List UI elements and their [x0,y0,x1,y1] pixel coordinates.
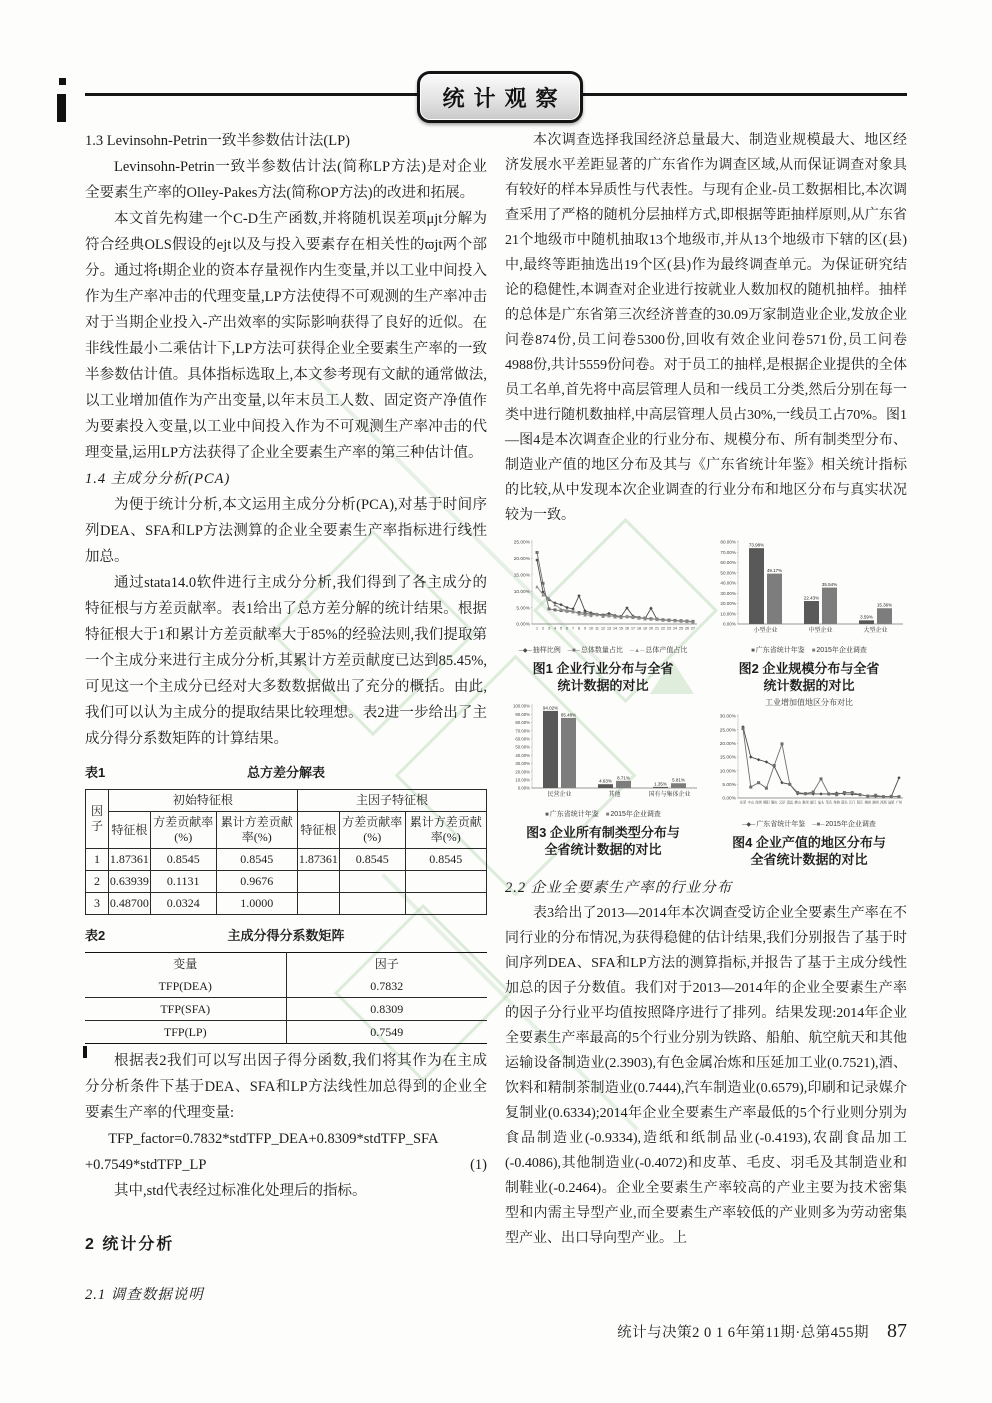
legend-item [519,646,561,656]
svg-text:3: 3 [548,626,550,631]
std-note: 其中,std代表经过标准化处理后的指标。 [114,1183,367,1199]
figure-2-chart [711,534,907,646]
table-cell: 0.8545 [339,849,405,871]
legend-item [751,646,805,656]
svg-text:20.00%: 20.00% [513,557,530,563]
svg-text:73.98%: 73.98% [748,542,765,548]
svg-text:30.00%: 30.00% [720,590,736,596]
svg-text:肇庆: 肇庆 [771,800,778,805]
table-2 [85,952,487,1044]
svg-text:0.00%: 0.00% [516,622,530,628]
svg-text:17: 17 [631,626,635,631]
svg-text:25.00%: 25.00% [719,728,736,734]
table-cell: 0.8309 [286,998,487,1021]
legend-label: 广东省统计年鉴 [756,821,806,828]
svg-text:15.36%: 15.36% [876,602,893,608]
formula-line-1: TFP_factor=0.7832*stdTFP_DEA+0.8309*stdTFP_SFA [108,1131,439,1147]
svg-text:4: 4 [554,626,556,631]
svg-text:30.00%: 30.00% [719,714,736,720]
svg-text:100.00%: 100.00% [513,703,530,709]
line-marker-icon: ─◆─ [518,648,532,654]
journal-info: 统计与决策2 0 1 6年第11期·总第455期 [617,1325,869,1341]
legend-label: 广东省统计年鉴 [755,647,805,654]
line-marker-icon: ─◆─ [742,822,756,828]
svg-text:大型企业: 大型企业 [863,628,888,634]
svg-text:24: 24 [673,626,677,631]
svg-text:8: 8 [578,626,580,631]
table-cell: 0.8545 [150,849,216,871]
svg-text:茂名: 茂名 [825,800,832,805]
svg-text:50.00%: 50.00% [720,570,736,576]
table-row [85,998,487,1021]
svg-text:10.00%: 10.00% [719,769,736,775]
svg-text:15: 15 [619,626,623,631]
svg-text:22: 22 [661,626,665,631]
table-cell: 0.8545 [216,849,297,871]
formula-line-2: +0.7549*stdTFP_LP [85,1157,207,1173]
section-1-4-body [85,492,487,752]
svg-text:清远: 清远 [786,800,793,805]
line-marker-icon: ─▲─ [629,648,645,654]
svg-text:民营企业: 民营企业 [547,792,572,798]
svg-text:60.00%: 60.00% [720,560,736,566]
section-1-3-body [85,154,487,466]
svg-text:9: 9 [584,626,586,631]
svg-text:江门: 江门 [849,800,856,805]
svg-text:50.00%: 50.00% [515,744,530,750]
svg-text:30.00%: 30.00% [515,761,530,767]
table-cell: 0.7549 [370,1024,404,1039]
svg-text:1: 1 [536,626,538,631]
svg-text:深圳: 深圳 [755,800,762,805]
svg-text:11: 11 [595,626,599,631]
svg-text:5.00%: 5.00% [722,783,736,789]
svg-text:揭阳: 揭阳 [763,800,770,805]
svg-text:80.00%: 80.00% [515,720,530,726]
svg-text:60.00%: 60.00% [515,736,530,742]
table-cell: 1.87361 [108,849,150,871]
figure-4-caption: 图4 企业产值的地区分布与 全省统计数据的对比 [732,835,886,867]
svg-text:东莞: 东莞 [739,800,747,805]
legend-item [630,646,687,656]
svg-text:27: 27 [691,626,695,631]
svg-text:10.00%: 10.00% [515,777,530,783]
table-cell: 0.63939 [108,871,150,893]
paragraph: 为便于统计分析,本文运用主成分分析(PCA),对基于时间序列DEA、SFA和LP方法测算的企业全要素生产率指标进行线性加总。 [85,497,487,565]
svg-text:26: 26 [685,626,689,631]
section-2-1-heading: 2.1 调查数据说明 [85,1287,204,1303]
scan-artifact [83,1046,87,1058]
table-row [85,1021,487,1044]
svg-text:35.54%: 35.54% [821,581,838,587]
table-row [86,893,487,915]
legend-label: 总体产值占比 [645,647,688,654]
legend-item [545,810,599,820]
svg-text:2: 2 [542,626,544,631]
legend-label: 2015年企业调查 [610,811,661,818]
svg-text:珠海: 珠海 [833,800,840,805]
figure-4-chart [711,708,907,820]
svg-text:湛江: 湛江 [810,800,817,805]
svg-text:0.00%: 0.00% [517,785,530,791]
paragraph: 本文首先构建一个C-D生产函数,并将随机误差项μjt分解为符合经典OLS假设的ejt以及与投入要素存在相关性的ϖjt两个部分。通过将t期企业的资本存量视作内生变量,并以工业中间投入作为生产率冲击的代理变量,LP方法使得不可观测的生产率冲击对于当期企业投入-产出效率的实际影响获得了良好的近似。在非线性最小二乘估计下,LP方法可获得企业全要素生产率的一致半参数估计值。具体指标选取上,本文参考现有文献的通常做法,以工业增加值作为产出变量,以年末员工人数、固定资产净值作为要素投入变量,以工业中间投入作为不可观测生产率冲击的代理变量,运用LP方法获得了企业全要素生产率的第三种估计值。 [85,211,487,461]
section-2-2-heading: 2.2 企业全要素生产率的行业分布 [505,880,733,896]
svg-text:20.00%: 20.00% [720,601,736,607]
svg-text:94.02%: 94.02% [542,705,559,711]
table-cell: 1 [86,849,109,871]
table-1-label: 表1 [85,765,106,780]
section-2-2-body [505,901,907,1251]
legend-label: 2015年企业调查 [825,821,876,828]
svg-text:10.00%: 10.00% [513,589,530,595]
svg-text:小型企业: 小型企业 [753,628,778,634]
table-cell [339,871,405,893]
svg-text:16: 16 [625,626,629,631]
table-1-subheader-cell: 累计方差贡献率(%) [405,812,486,849]
figure-2 [711,534,907,694]
svg-text:25.00%: 25.00% [513,540,530,546]
svg-text:中山: 中山 [747,800,754,805]
table-cell: 0.48700 [108,893,150,915]
table-1-subheader-cell: 特征根 [108,812,150,849]
table-1-subheader-cell: 方差贡献率(%) [339,812,405,849]
svg-text:国有与集体企业: 国有与集体企业 [648,792,691,798]
paragraph: 本次调查选择我国经济总量最大、制造业规模最大、地区经济发展水平差距显著的广东省作为调查区域,从而保证调查对象具有较好的样本异质性与代表性。与现有企业-员工数据相比,本次调查采用了严格的随机分层抽样方式,即根据等距抽样原则,从广东省21个地级市中随机抽取13个地级市,并从13个地级市下辖的区(县)中,最终等距抽选出19个区(县)作为最终调查单元。为保证研究结论的稳健性,本调查对企业进行按就业人数加权的随机抽样。抽样的总体是广东省第三次经济普查的30.09万家制造业企业,发放企业问卷874份,员工问卷5300份,回收有效企业问卷571份,员工问卷4988份,共计5559份问卷。对于员工的抽样,是根据企业提供的全体员工名单,首先将中高层管理人员和一线员工分类,然后分别在每一类中进行随机数抽样,中高层管理人员占30%,一线员工占70%。图1—图4是本次调查企业的行业分布、规模分布、所有制类型分布、制造业产值的地区分布及其与《广东省统计年鉴》相关统计指标的比较,从中发现本次企业调查的行业分布和地区分布与真实状况较为一致。 [505,133,907,523]
survey-description-body [505,128,907,528]
table-1 [85,789,487,915]
legend-label: 广东省统计年鉴 [549,811,599,818]
tfp-factor-formula [85,1126,487,1178]
right-column [505,128,907,1251]
equation-number: (1) [470,1157,487,1173]
svg-text:18: 18 [637,626,641,631]
svg-text:10.00%: 10.00% [720,611,736,617]
left-column [85,128,487,1322]
table-1-subheader-cell: 特征根 [297,812,339,849]
svg-text:1.35%: 1.35% [654,781,667,787]
svg-text:3.59%: 3.59% [860,614,873,620]
journal-section-banner: 统计观察 [417,71,583,123]
table-row [85,975,487,998]
svg-text:13: 13 [607,626,611,631]
line-marker-icon: ─■─ [812,822,825,828]
figure-3-caption: 图3 企业所有制类型分布与 全省统计数据的对比 [526,825,680,857]
page-footer [505,1320,907,1343]
legend-item [742,820,805,830]
table-cell: 1.0000 [216,893,297,915]
legend-label: 2015年企业调查 [816,647,867,654]
svg-text:85.48%: 85.48% [560,712,577,718]
table-cell [405,893,486,915]
table-cell: TFP(SFA) [85,998,286,1021]
svg-text:40.00%: 40.00% [720,580,736,586]
table-2-caption [85,923,487,949]
legend-item [812,820,876,830]
page-number: 87 [887,1320,907,1342]
table-1-subheader-cell: 方差贡献率(%) [150,812,216,849]
svg-text:21: 21 [655,626,659,631]
figure-1-chart [505,534,701,646]
svg-text:80.00%: 80.00% [720,539,736,545]
svg-text:25: 25 [679,626,683,631]
table-cell: 0.1131 [150,871,216,893]
figure-3-legend [545,810,661,820]
svg-text:4.63%: 4.63% [599,778,612,784]
svg-text:0.00%: 0.00% [722,796,736,802]
table-cell [339,893,405,915]
scan-artifact [59,78,66,85]
svg-text:广州: 广州 [895,800,903,805]
table-cell: 2 [86,871,109,893]
svg-text:梅州: 梅州 [864,800,871,805]
table-cell [297,871,339,893]
svg-text:5.81%: 5.81% [672,777,685,783]
svg-text:阳江: 阳江 [856,800,864,805]
table-cell: TFP(DEA) [85,975,286,998]
table-2-title: 主成分得分系数矩阵 [227,928,345,943]
table-1-caption [85,760,487,786]
svg-text:7: 7 [572,626,574,631]
svg-text:70.00%: 70.00% [720,549,736,555]
table-2-header-cell: 因子 [374,956,399,971]
svg-text:6: 6 [566,626,568,631]
figure-1-caption: 图1 企业行业分布与全省 统计数据的对比 [532,661,674,693]
table-1-header-cell: 主因子特征根 [297,790,486,812]
section-2-heading: 2 统计分析 [85,1236,175,1253]
table-cell [297,893,339,915]
svg-text:20.00%: 20.00% [719,742,736,748]
table-cell: 0.0324 [150,893,216,915]
svg-text:8.71%: 8.71% [617,775,630,781]
table-2-label: 表2 [85,928,106,943]
figure-1 [505,534,701,694]
svg-text:19: 19 [643,626,647,631]
svg-text:22.43%: 22.43% [803,595,820,601]
legend-item [812,646,867,656]
legend-label: 总体数量占比 [580,647,623,654]
section-1-3-heading: 1.3 Levinsohn-Petrin一致半参数估计法(LP) [85,133,351,149]
svg-text:90.00%: 90.00% [515,711,530,717]
svg-text:23: 23 [667,626,671,631]
figure-4 [711,698,907,868]
section-1-4-heading: 1.4 主成分分析(PCA) [85,471,231,487]
table-2-header-cell: 变量 [85,953,286,976]
svg-text:潮州: 潮州 [872,800,879,805]
table-cell: TFP(LP) [85,1021,286,1044]
svg-text:12: 12 [601,626,605,631]
svg-text:韶关: 韶关 [841,800,848,805]
table-cell: 1.87361 [297,849,339,871]
scan-artifact [57,94,66,122]
svg-text:佛山: 佛山 [794,800,801,805]
square-marker-icon: ■ [605,812,610,818]
svg-text:其他: 其他 [608,792,621,798]
paragraph: Levinsohn-Petrin一致半参数估计法(简称LP方法)是对企业全要素生产率的Olley-Pakes方法(简称OP方法)的改进和拓展。 [85,159,487,201]
figure-1-legend [519,646,688,656]
square-marker-icon: ■ [545,812,549,818]
square-marker-icon: ■ [751,648,755,654]
svg-text:14: 14 [613,626,617,631]
svg-text:中型企业: 中型企业 [808,628,833,634]
figure-3-chart [505,698,701,810]
figures-grid [505,534,907,868]
table-cell [405,871,486,893]
svg-text:49.17%: 49.17% [766,568,783,574]
legend-label: 抽样比例 [532,647,561,654]
figure-4-inner-title: 工业增加值地区分布对比 [765,698,853,707]
table-row [86,871,487,893]
paragraph: 通过stata14.0软件进行主成分分析,我们得到了各主成分的特征根与方差贡献率。表1给出了总方差分解的统计结果。根据特征根大于1和累计方差贡献率大于85%的经验法则,我们提取第一个主成分来进行主成分分析,其累计方差贡献度已达到85.45%,可见这一个主成分已经对大多数数据做出了充分的概括。由此,我们可以认为主成分的提取结果比较理想。表2进一步给出了主成分得分系数矩阵的计算结果。 [85,575,487,747]
table-1-header-cell: 因子 [86,790,109,849]
table-cell: 3 [86,893,109,915]
table-cell: 0.9676 [216,871,297,893]
table-row [86,849,487,871]
legend-item [606,810,661,820]
figure-4-legend [742,820,876,830]
svg-text:10: 10 [589,626,593,631]
table-cell: 0.8545 [405,849,486,871]
svg-text:河源: 河源 [880,800,887,805]
svg-text:20: 20 [649,626,653,631]
paragraph: 表3给出了2013—2014年本次调查受访企业全要素生产率在不同行业的分布情况,为获得稳健的估计结果,我们分别报告了基于时间序列DEA、SFA和LP方法的测算指标,并报告了基于主成分线性加总的因子分数值。我们对于2013—2014年的企业全要素生产率的因子分行业平均值按照降序进行了排列。结果发现:2014年企业全要素生产率最高的5个行业分别为铁路、船舶、航空航天和其他运输设备制造业(2.3903),有色金属冶炼和压延加工业(0.7521),酒、饮料和精制茶制造业(0.7444),汽车制造业(0.6579),印刷和记录媒介复制业(0.6334);2014年企业全要素生产率最低的5个行业则分别为食品制造业(-0.9334),造纸和纸制品业(-0.4193),农副食品加工(-0.4086),其他制造业(-0.4072)和皮革、毛皮、羽毛及其制造业和制鞋业(-0.2464)。企业全要素生产率较高的产业主要为技术密集型和内需主导型产业,而全要素生产率较低的产业则多为劳动密集型产业、出口导向型产业。上 [505,906,907,1246]
square-marker-icon: ■ [811,648,816,654]
svg-text:15.00%: 15.00% [719,755,736,761]
svg-text:0.00%: 0.00% [722,621,736,627]
table-cell: 0.7832 [286,975,487,998]
svg-text:5.00%: 5.00% [516,606,530,612]
svg-text:70.00%: 70.00% [515,728,530,734]
svg-text:汕头: 汕头 [817,800,825,805]
factor-function-paragraph: 根据表2我们可以写出因子得分函数,我们将其作为在主成分分析条件下基于DEA、SFA和LP方法线性加总得到的企业全要素生产率的代理变量: [85,1053,487,1121]
svg-text:云浮: 云浮 [778,800,786,805]
figure-3 [505,698,701,868]
svg-text:汕尾: 汕尾 [888,800,895,805]
figure-2-caption: 图2 企业规模分布与全省 统计数据的对比 [738,661,880,693]
svg-text:惠州: 惠州 [802,800,809,805]
table-1-header-cell: 初始特征根 [108,790,297,812]
svg-text:5: 5 [560,626,562,631]
table-1-subheader-cell: 累计方差贡献率(%) [216,812,297,849]
legend-item [568,646,623,656]
figure-2-legend [751,646,867,656]
svg-text:40.00%: 40.00% [515,752,530,758]
line-marker-icon: ─■─ [567,648,580,654]
svg-text:20.00%: 20.00% [515,769,530,775]
table-1-title: 总方差分解表 [246,765,325,780]
svg-text:15.00%: 15.00% [513,573,530,579]
